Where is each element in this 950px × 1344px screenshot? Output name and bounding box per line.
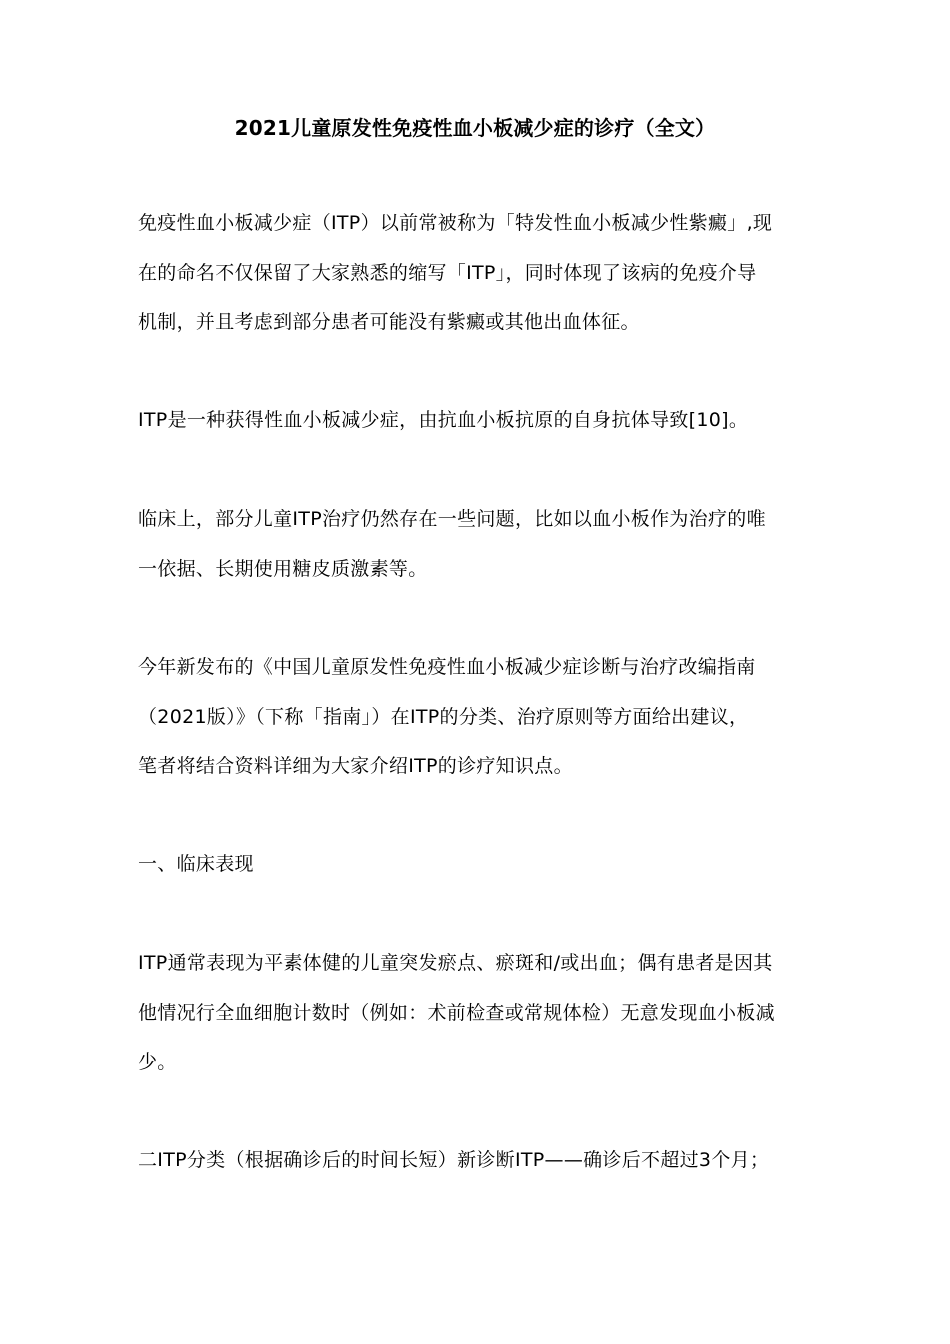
text-line: 一依据、长期使用糖皮质激素等。 [138, 557, 428, 580]
paragraph-manifestation [138, 939, 818, 1088]
document-title: 2021儿童原发性免疫性血小板减少症的诊疗（全文） [234, 116, 716, 140]
text-line: 免疫性血小板减少症（ITP）以前常被称为「特发性血小板减少性紫癜」,现 [138, 212, 773, 234]
paragraph-itp-classification [138, 1136, 818, 1186]
paragraph-itp-definition [138, 199, 818, 348]
section-heading: 一、临床表现 [138, 853, 254, 875]
paragraph-itp-cause [138, 396, 818, 446]
text-line: 今年新发布的《中国儿童原发性免疫性血小板减少症诊断与治疗改编指南 [138, 656, 756, 678]
text-line: （2021版）》（下称「指南」）在ITP的分类、治疗原则等方面给出建议， [138, 705, 749, 728]
section-heading-clinical-manifestation [138, 840, 818, 890]
text-line: 临床上，部分儿童ITP治疗仍然存在一些问题，比如以血小板作为治疗的唯 [138, 508, 766, 530]
text-line: ITP是一种获得性血小板减少症，由抗血小板抗原的自身抗体导致[10]。 [138, 409, 749, 431]
text-line: 笔者将结合资料详细为大家介绍ITP的诊疗知识点。 [138, 755, 573, 777]
text-line: ITP通常表现为平素体健的儿童突发瘀点、瘀斑和/或出血；偶有患者是因其 [138, 952, 773, 974]
paragraph-guideline [138, 643, 818, 792]
paragraph-clinical-issues [138, 495, 818, 594]
text-line: 他情况行全血细胞计数时（例如：术前检查或常规体检）无意发现血小板减 [138, 1001, 775, 1024]
text-line: 少。 [138, 1051, 177, 1073]
text-line: 二ITP分类（根据确诊后的时间长短）新诊断ITP——确诊后不超过3个月； [138, 1149, 770, 1171]
text-line: 在的命名不仅保留了大家熟悉的缩写「ITP」，同时体现了该病的免疫介导 [138, 261, 757, 284]
text-line: 机制，并且考虑到部分患者可能没有紫癜或其他出血体征。 [138, 311, 640, 333]
